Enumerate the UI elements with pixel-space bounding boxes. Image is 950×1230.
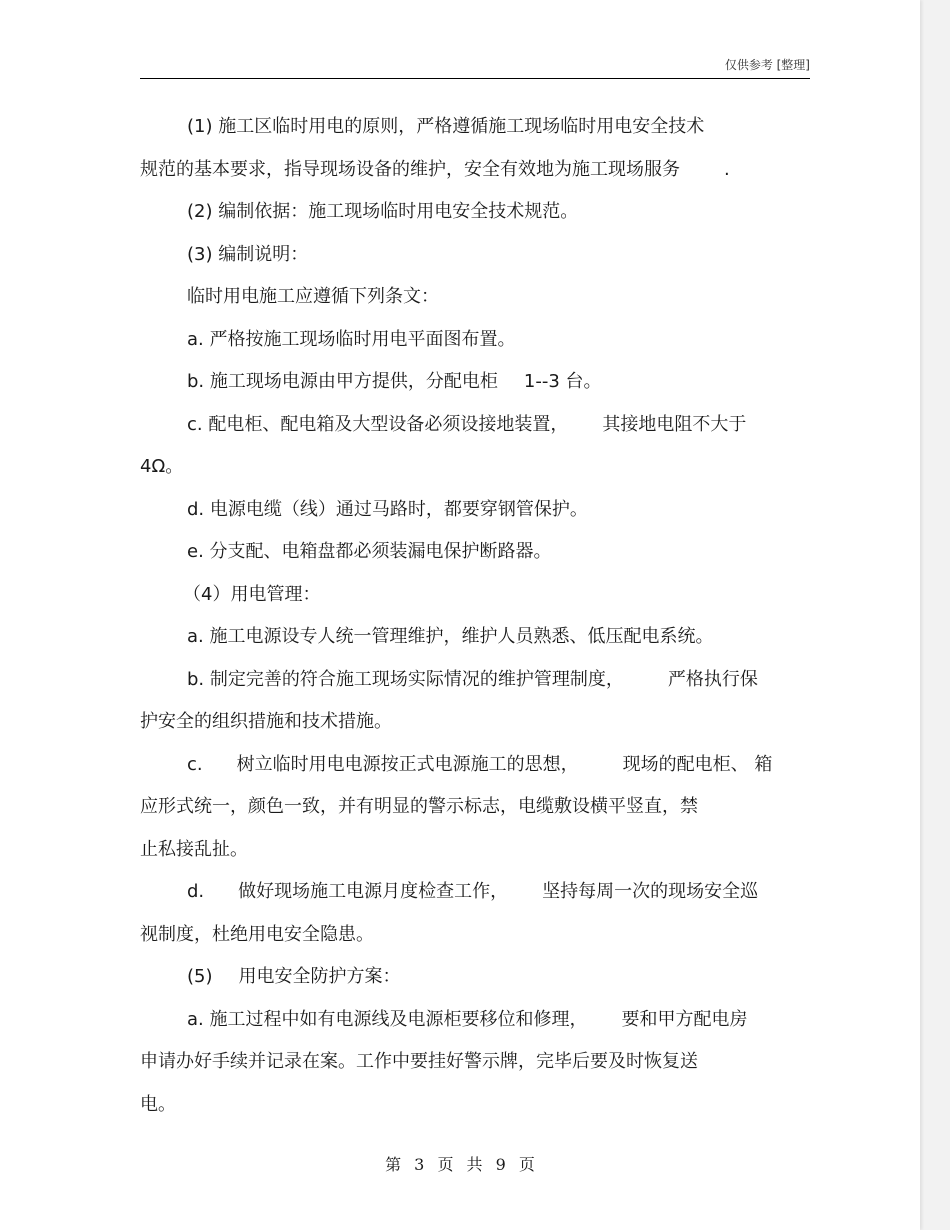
item-b2 xyxy=(140,659,815,702)
item-a2 xyxy=(140,616,815,659)
text-line: b. 制定完善的符合施工现场实际情况的维护管理制度， xyxy=(187,668,624,690)
text-line: 护安全的组织措施和技术措施。 xyxy=(140,711,392,732)
text-line: 申请办好手续并记录在案。工作中要挂好警示牌，完毕后要及时恢复送 xyxy=(140,1051,698,1072)
item-a3-cont1 xyxy=(140,1041,815,1084)
text-line: 4Ω。 xyxy=(140,456,184,477)
item-a1 xyxy=(140,319,815,362)
item-b2-cont xyxy=(140,701,815,744)
text-line: . xyxy=(724,158,730,180)
text-line: a. 施工电源设专人统一管理维护，维护人员熟悉、低压配电系统。 xyxy=(187,626,714,647)
text-line: 现场的配电柜、 箱 xyxy=(622,753,773,775)
item-c2-cont2 xyxy=(140,829,815,872)
text-line: 视制度，杜绝用电安全隐患。 xyxy=(140,923,374,945)
text-line: 做好现场施工电源月度检查工作， xyxy=(238,881,509,902)
text-line: e. 分支配、电箱盘都必须装漏电保护断路器。 xyxy=(187,541,552,562)
page-footer: 第 3 页 共 9 页 xyxy=(385,1155,535,1174)
item-c1-cont xyxy=(140,446,815,489)
text-line: c. xyxy=(187,753,203,775)
text-line: d. xyxy=(187,881,205,902)
text-line: a. 施工过程中如有电源线及电源柜要移位和修理， xyxy=(187,1008,588,1030)
text-line: （4）用电管理： xyxy=(183,583,321,605)
text-line: c. 配电柜、配电箱及大型设备必须设接地装置， xyxy=(187,413,569,435)
text-line: (2) 编制依据：施工现场临时用电安全技术规范。 xyxy=(187,201,579,222)
text-line: 临时用电施工应遵循下列条文： xyxy=(187,286,439,307)
paragraph-4 xyxy=(140,276,815,319)
item-e1 xyxy=(140,531,815,574)
item-c2 xyxy=(140,744,815,787)
text-line: 应形式统一，颜色一致，并有明显的警示标志，电缆敷设横平竖直，禁 xyxy=(140,796,698,817)
item-a3 xyxy=(140,999,815,1042)
text-line: (1) 施工区临时用电的原则，严格遵循施工现场临时用电安全技术 xyxy=(187,116,705,137)
section-4 xyxy=(140,574,815,617)
text-line: 规范的基本要求，指导现场设备的维护，安全有效地为施工现场服务 xyxy=(140,158,680,180)
document-body xyxy=(140,106,815,1126)
text-line: 其接地电阻不大于 xyxy=(602,413,747,435)
text-line: (3) 编制说明： xyxy=(187,243,309,265)
text-line: 严格执行保 xyxy=(667,668,758,690)
header-note: 仅供参考 [整理] xyxy=(724,58,810,72)
text-line: a. 严格按施工现场临时用电平面图布置。 xyxy=(187,328,516,350)
item-d1 xyxy=(140,489,815,532)
text-line: 用电安全防护方案： xyxy=(238,966,401,987)
paragraph-1 xyxy=(140,106,815,149)
text-line: 要和甲方配电房 xyxy=(621,1008,748,1030)
item-d2 xyxy=(140,871,815,914)
paragraph-3 xyxy=(140,234,815,277)
section-5 xyxy=(140,956,815,999)
text-line: 电。 xyxy=(140,1093,176,1115)
item-a3-cont2 xyxy=(140,1084,815,1127)
page-header xyxy=(140,54,810,79)
text-line: 树立临时用电电源按正式电源施工的思想， xyxy=(236,753,579,775)
text-line: d. 电源电缆（线）通过马路时，都要穿钢管保护。 xyxy=(187,498,588,520)
item-d2-cont xyxy=(140,914,815,957)
item-b1 xyxy=(140,361,815,404)
item-c2-cont1 xyxy=(140,786,815,829)
text-line: 坚持每周一次的现场安全巡 xyxy=(542,881,759,902)
paragraph-1-cont xyxy=(140,149,815,192)
text-line: (5) xyxy=(187,966,213,987)
item-c1 xyxy=(140,404,815,447)
text-line: b. 施工现场电源由甲方提供，分配电柜 xyxy=(187,371,498,392)
paragraph-2 xyxy=(140,191,815,234)
text-line: 1--3 台。 xyxy=(523,371,602,392)
text-line: 止私接乱扯。 xyxy=(140,838,248,860)
